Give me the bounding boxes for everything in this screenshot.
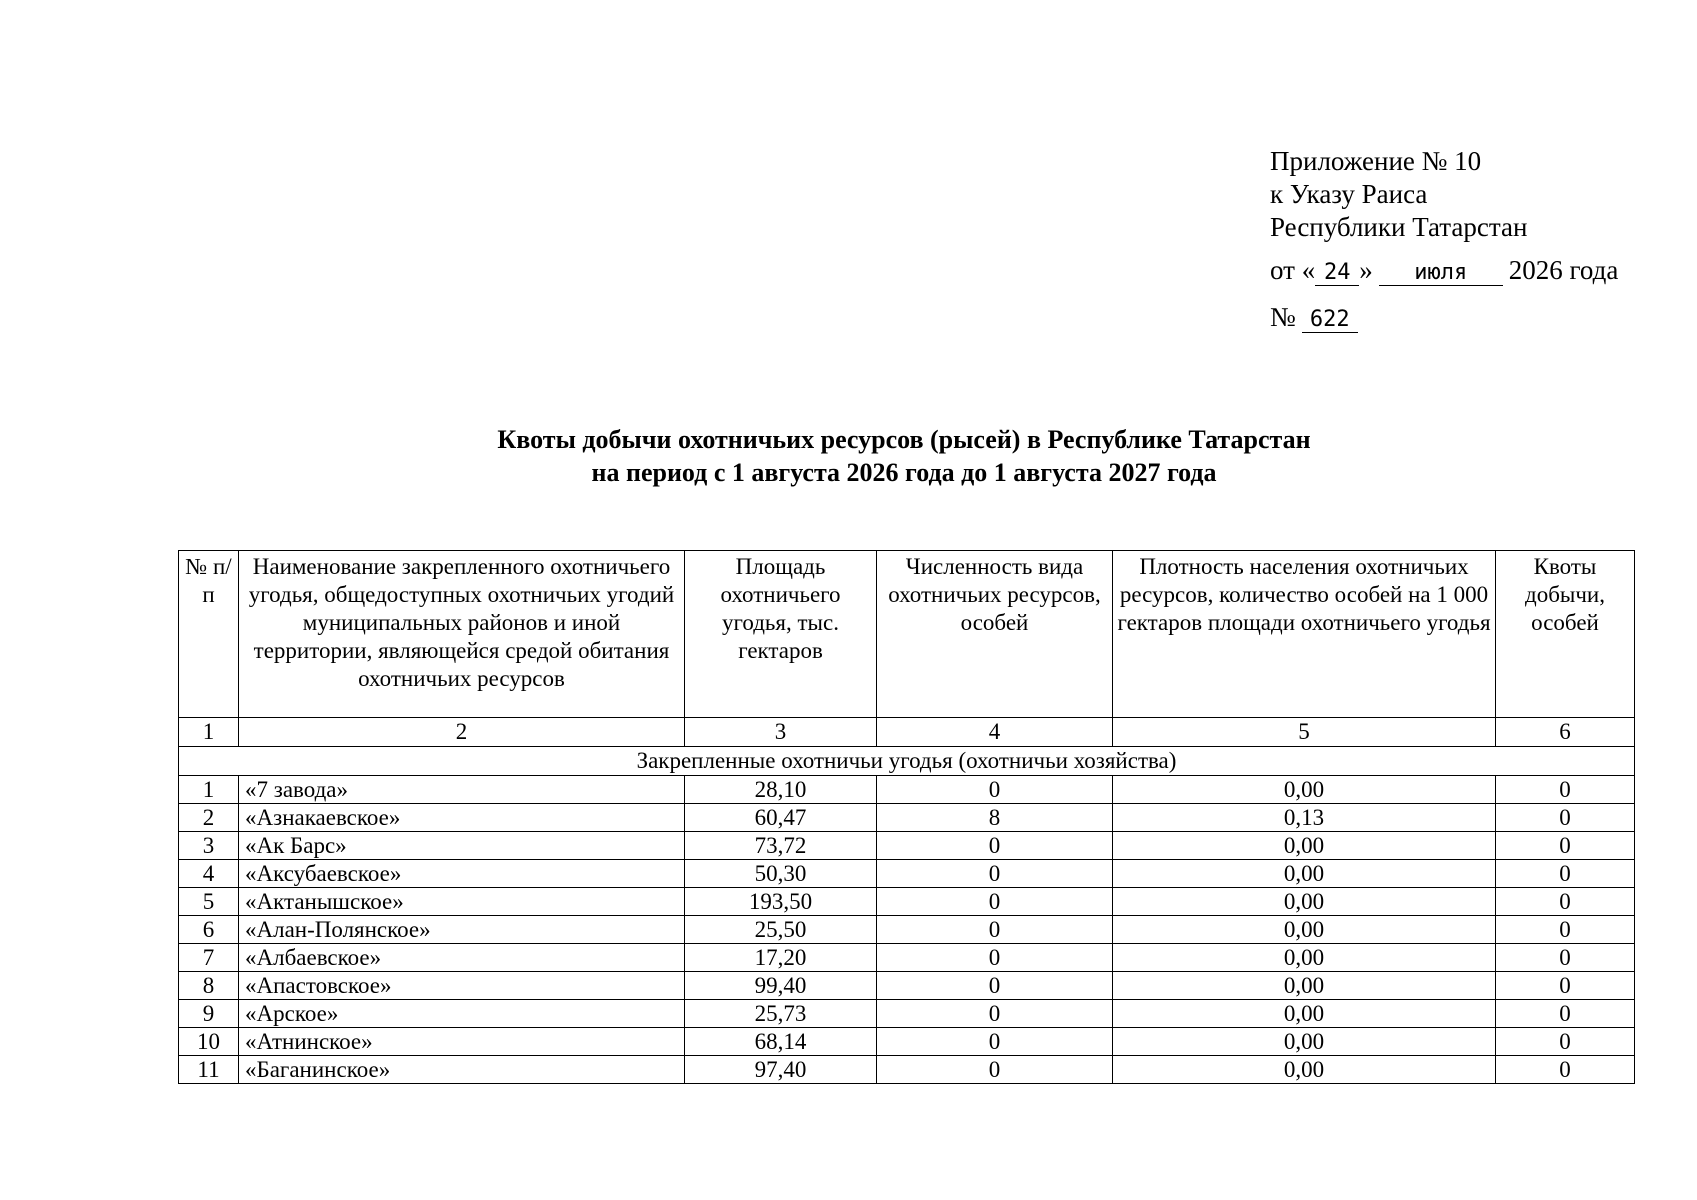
section-row — [179, 747, 1635, 776]
header-name: Наименование закрепленного охотничьего угодья, общедоступных охотничьих угодий муниципальных районов и иной территории, являющейся средой обитания охотничьих ресурсов — [239, 551, 685, 718]
cell-name: «Баганинское» — [239, 1056, 685, 1084]
cell-density: 0,00 — [1113, 1000, 1496, 1028]
table-row — [179, 776, 1635, 804]
column-number: 5 — [1113, 718, 1496, 747]
cell-quota: 0 — [1496, 944, 1635, 972]
cell-number: 9 — [179, 1000, 239, 1028]
cell-number: 6 — [179, 916, 239, 944]
cell-number: 8 — [179, 972, 239, 1000]
header-density: Плотность населения охотничьих ресурсов, количество особей на 1 000 гектаров площади охотничьего угодья — [1113, 551, 1496, 718]
header-area: Площадь охотничьего угодья, тыс. гектаров — [685, 551, 877, 718]
cell-name: «Атнинское» — [239, 1028, 685, 1056]
cell-count: 0 — [877, 888, 1113, 916]
column-number: 6 — [1496, 718, 1635, 747]
date-mid: » — [1359, 255, 1373, 285]
cell-count: 0 — [877, 776, 1113, 804]
appendix-line-3: Республики Татарстан — [1270, 212, 1528, 242]
cell-area: 50,30 — [685, 860, 877, 888]
cell-quota: 0 — [1496, 860, 1635, 888]
table-row — [179, 1056, 1635, 1084]
column-number: 1 — [179, 718, 239, 747]
cell-name: «Алан-Полянское» — [239, 916, 685, 944]
date-prefix: от « — [1270, 255, 1316, 285]
cell-number: 10 — [179, 1028, 239, 1056]
cell-number: 11 — [179, 1056, 239, 1084]
table-body — [179, 776, 1635, 1084]
cell-density: 0,13 — [1113, 804, 1496, 832]
table-row — [179, 832, 1635, 860]
cell-density: 0,00 — [1113, 1028, 1496, 1056]
table-row — [179, 804, 1635, 832]
header-quota: Квоты добычи, особей — [1496, 551, 1635, 718]
cell-area: 25,50 — [685, 916, 877, 944]
header-row — [179, 551, 1635, 718]
cell-quota: 0 — [1496, 1028, 1635, 1056]
decree-date — [1270, 254, 1618, 287]
cell-count: 0 — [877, 832, 1113, 860]
cell-density: 0,00 — [1113, 860, 1496, 888]
cell-area: 28,10 — [685, 776, 877, 804]
cell-name: «Албаевское» — [239, 944, 685, 972]
table-row — [179, 1000, 1635, 1028]
cell-number: 4 — [179, 860, 239, 888]
appendix-line-2: к Указу Раиса — [1270, 179, 1428, 209]
number-prefix: № — [1270, 302, 1296, 332]
cell-count: 0 — [877, 916, 1113, 944]
cell-area: 193,50 — [685, 888, 877, 916]
column-number-row — [179, 718, 1635, 747]
cell-name: «Азнакаевское» — [239, 804, 685, 832]
cell-quota: 0 — [1496, 832, 1635, 860]
cell-density: 0,00 — [1113, 916, 1496, 944]
quota-table — [178, 550, 1635, 1084]
header-count: Численность вида охотничьих ресурсов, особей — [877, 551, 1113, 718]
cell-name: «Ак Барс» — [239, 832, 685, 860]
table-row — [179, 1028, 1635, 1056]
column-number: 3 — [685, 718, 877, 747]
number-value: 622 — [1302, 308, 1358, 333]
table-row — [179, 944, 1635, 972]
cell-number: 3 — [179, 832, 239, 860]
table-row — [179, 916, 1635, 944]
cell-density: 0,00 — [1113, 832, 1496, 860]
cell-name: «7 завода» — [239, 776, 685, 804]
cell-quota: 0 — [1496, 916, 1635, 944]
cell-number: 1 — [179, 776, 239, 804]
cell-density: 0,00 — [1113, 776, 1496, 804]
cell-count: 0 — [877, 972, 1113, 1000]
title-line-2: на период с 1 августа 2026 года до 1 августа 2027 года — [591, 458, 1217, 487]
table-row — [179, 860, 1635, 888]
cell-number: 2 — [179, 804, 239, 832]
cell-area: 60,47 — [685, 804, 877, 832]
cell-density: 0,00 — [1113, 944, 1496, 972]
section-title: Закрепленные охотничьи угодья (охотничьи хозяйства) — [179, 747, 1635, 776]
cell-name: «Аксубаевское» — [239, 860, 685, 888]
cell-density: 0,00 — [1113, 888, 1496, 916]
cell-area: 73,72 — [685, 832, 877, 860]
cell-quota: 0 — [1496, 1056, 1635, 1084]
cell-area: 68,14 — [685, 1028, 877, 1056]
cell-number: 7 — [179, 944, 239, 972]
cell-number: 5 — [179, 888, 239, 916]
column-number: 2 — [239, 718, 685, 747]
cell-density: 0,00 — [1113, 1056, 1496, 1084]
cell-count: 0 — [877, 1000, 1113, 1028]
cell-count: 0 — [877, 1028, 1113, 1056]
cell-density: 0,00 — [1113, 972, 1496, 1000]
table-row — [179, 888, 1635, 916]
table-row — [179, 972, 1635, 1000]
cell-quota: 0 — [1496, 972, 1635, 1000]
appendix-block — [1270, 145, 1618, 334]
cell-area: 99,40 — [685, 972, 877, 1000]
date-suffix: 2026 года — [1508, 255, 1619, 285]
cell-quota: 0 — [1496, 804, 1635, 832]
cell-count: 0 — [877, 1056, 1113, 1084]
cell-name: «Актанышское» — [239, 888, 685, 916]
column-number: 4 — [877, 718, 1113, 747]
cell-name: «Арское» — [239, 1000, 685, 1028]
appendix-line-1: Приложение № 10 — [1270, 146, 1482, 176]
cell-count: 8 — [877, 804, 1113, 832]
decree-number — [1270, 301, 1618, 334]
document-title — [0, 423, 1697, 489]
cell-quota: 0 — [1496, 1000, 1635, 1028]
date-month: июля — [1379, 261, 1503, 286]
cell-count: 0 — [877, 860, 1113, 888]
cell-count: 0 — [877, 944, 1113, 972]
cell-area: 17,20 — [685, 944, 877, 972]
cell-quota: 0 — [1496, 776, 1635, 804]
cell-quota: 0 — [1496, 888, 1635, 916]
header-number: № п/п — [179, 551, 239, 718]
cell-area: 25,73 — [685, 1000, 877, 1028]
cell-area: 97,40 — [685, 1056, 877, 1084]
cell-name: «Апастовское» — [239, 972, 685, 1000]
date-day: 24 — [1315, 261, 1359, 286]
title-line-1: Квоты добычи охотничьих ресурсов (рысей) в Республике Татарстан — [497, 425, 1311, 454]
